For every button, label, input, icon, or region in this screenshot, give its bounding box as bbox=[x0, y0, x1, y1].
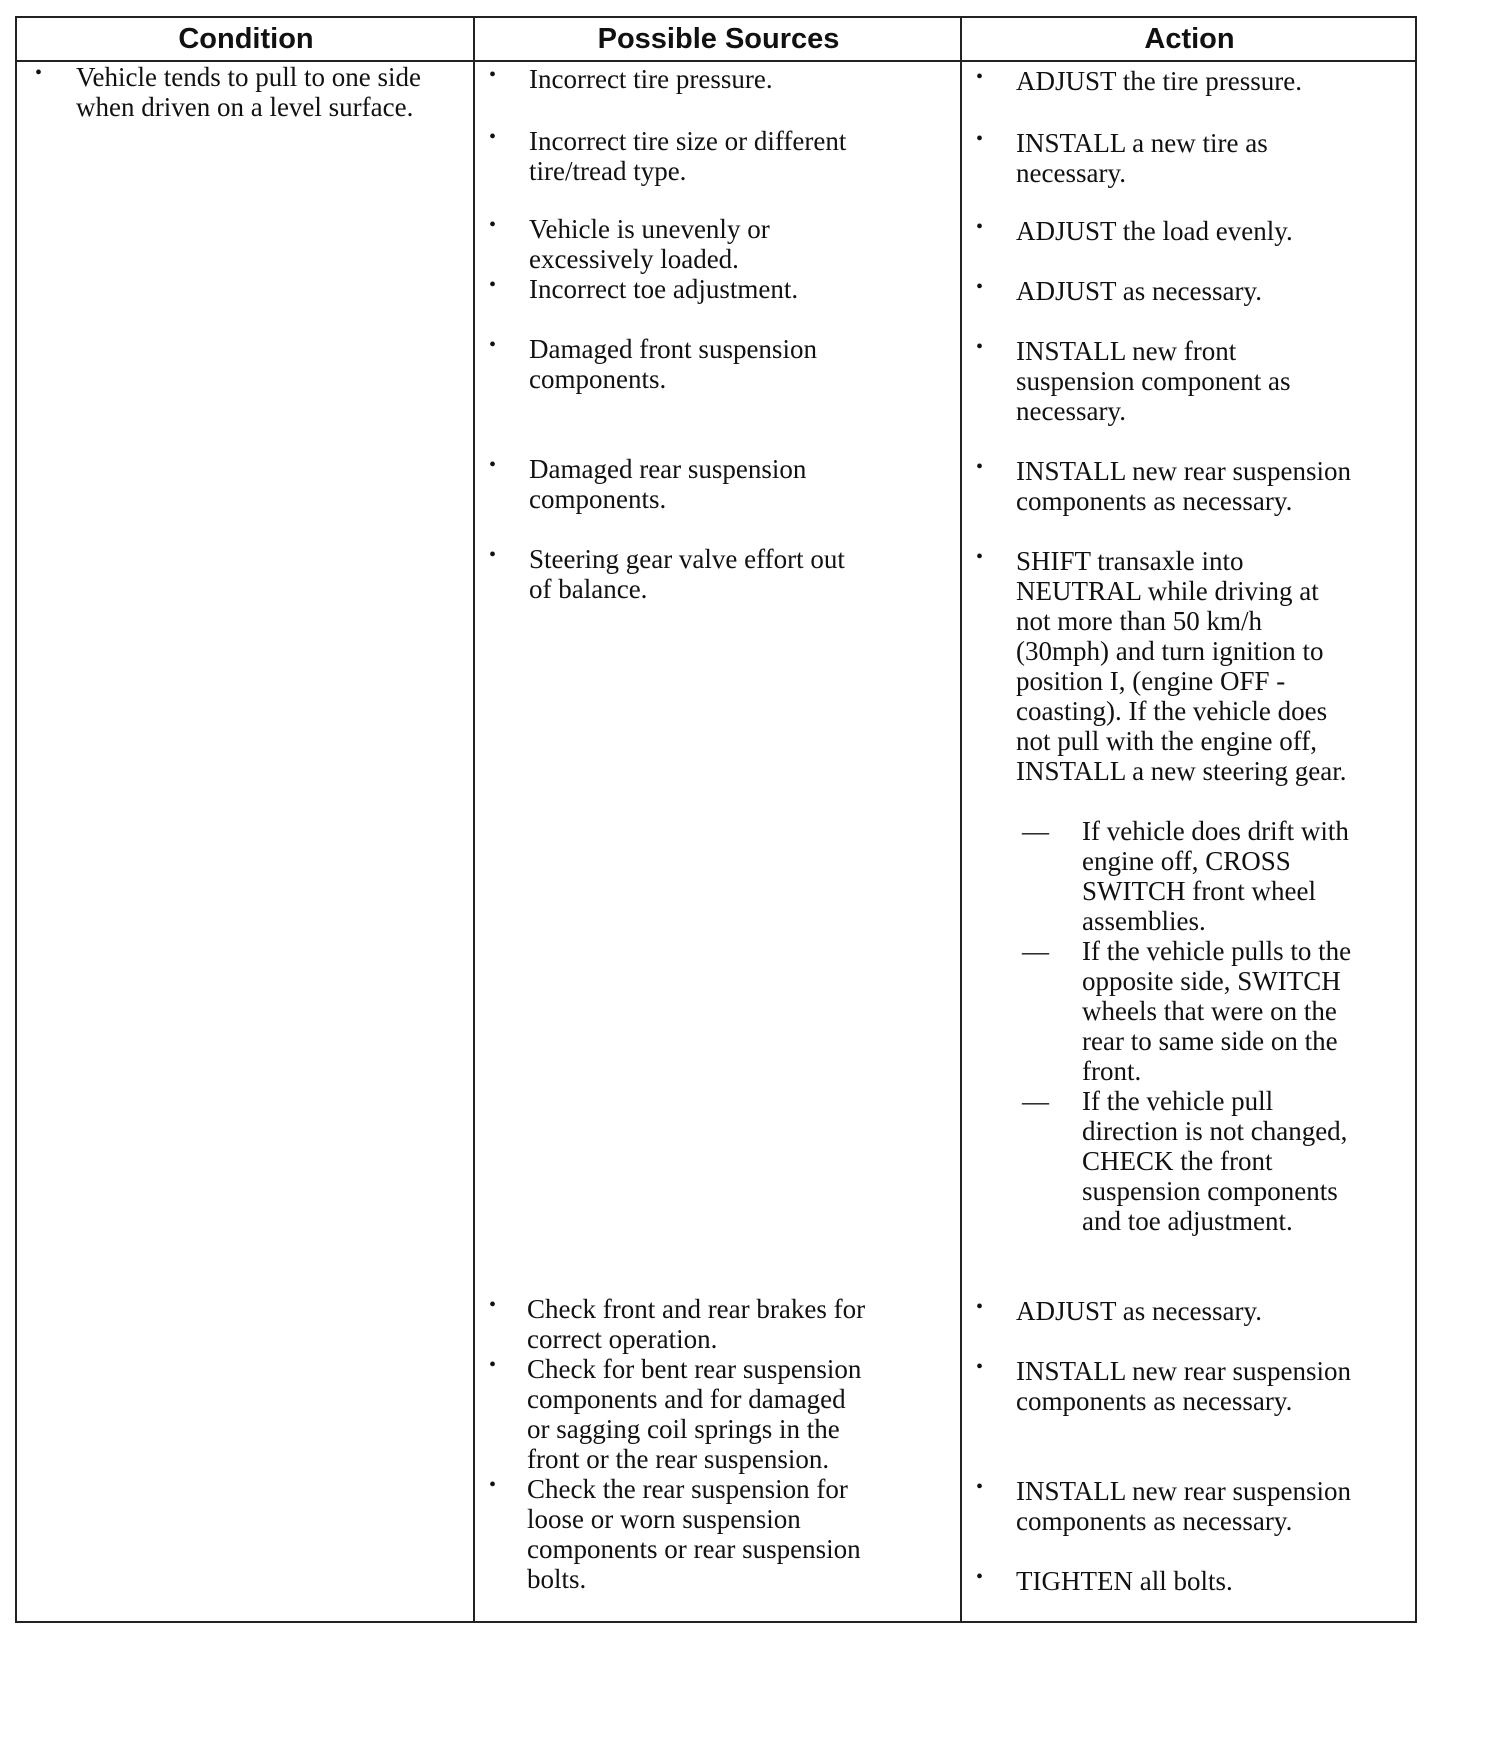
action-item bbox=[1016, 1296, 1262, 1326]
source-line: components and for damaged bbox=[527, 1384, 846, 1414]
source-line: loose or worn suspension bbox=[527, 1504, 801, 1534]
action-line: INSTALL new rear suspension bbox=[1016, 1356, 1352, 1386]
action-line: TIGHTEN all bolts. bbox=[1016, 1566, 1233, 1596]
source-line: components. bbox=[529, 484, 667, 514]
source-line: or sagging coil springs in the bbox=[527, 1414, 840, 1444]
action-item bbox=[1016, 276, 1262, 306]
action-bullet: • bbox=[976, 336, 984, 358]
action-line: NEUTRAL while driving at bbox=[1016, 576, 1319, 606]
action-line: INSTALL a new steering gear. bbox=[1016, 756, 1347, 786]
action-item bbox=[1016, 66, 1302, 96]
condition-text bbox=[76, 62, 421, 122]
source-line: Check the rear suspension for bbox=[527, 1474, 848, 1504]
header-condition: Condition bbox=[178, 22, 314, 55]
source-bullet: • bbox=[489, 1354, 497, 1376]
source-item bbox=[527, 1474, 861, 1594]
action-line: INSTALL a new tire as bbox=[1016, 128, 1268, 158]
action-item bbox=[1016, 336, 1290, 426]
action-item bbox=[1016, 1356, 1351, 1416]
source-item bbox=[529, 274, 798, 304]
source-bullet: • bbox=[489, 64, 497, 86]
source-line: Check for bent rear suspension bbox=[527, 1354, 862, 1384]
source-line: Incorrect toe adjustment. bbox=[529, 274, 799, 304]
action-bullet: • bbox=[976, 1296, 984, 1318]
source-line: Check front and rear brakes for bbox=[527, 1294, 866, 1324]
source-line: of balance. bbox=[529, 574, 648, 604]
source-bullet: • bbox=[489, 334, 497, 356]
action-line: ADJUST the tire pressure. bbox=[1016, 66, 1302, 96]
action-bullet: • bbox=[976, 66, 984, 88]
action-line: ADJUST as necessary. bbox=[1016, 1296, 1262, 1326]
condition-bullet: • bbox=[35, 62, 43, 84]
action-line: ADJUST the load evenly. bbox=[1016, 216, 1293, 246]
sub-action-line: assemblies. bbox=[1082, 906, 1206, 936]
sub-action-line: SWITCH front wheel bbox=[1082, 876, 1316, 906]
source-item bbox=[529, 454, 806, 514]
source-line: Damaged rear suspension bbox=[529, 454, 807, 484]
source-item bbox=[527, 1354, 861, 1474]
source-line: Steering gear valve effort out bbox=[529, 544, 845, 574]
action-line: suspension component as bbox=[1016, 366, 1291, 396]
action-bullet: • bbox=[976, 1356, 984, 1378]
sub-action-line: suspension components bbox=[1082, 1176, 1338, 1206]
action-line: components as necessary. bbox=[1016, 1506, 1293, 1536]
action-line: necessary. bbox=[1016, 158, 1126, 188]
sub-action-line: If vehicle does drift with bbox=[1082, 816, 1349, 846]
sub-action-line: If the vehicle pulls to the bbox=[1082, 936, 1352, 966]
action-bullet: • bbox=[976, 276, 984, 298]
source-line: front or the rear suspension. bbox=[527, 1444, 830, 1474]
sub-action-line: wheels that were on the bbox=[1082, 996, 1337, 1026]
condition-line: Vehicle tends to pull to one side bbox=[76, 62, 421, 92]
source-line: Incorrect tire pressure. bbox=[529, 64, 773, 94]
action-bullet: • bbox=[976, 1566, 984, 1588]
action-bullet: • bbox=[976, 1476, 984, 1498]
action-line: (30mph) and turn ignition to bbox=[1016, 636, 1324, 666]
source-line: Vehicle is unevenly or bbox=[529, 214, 770, 244]
sub-action-line: CHECK the front bbox=[1082, 1146, 1273, 1176]
sub-action-dash: — bbox=[1022, 936, 1049, 966]
source-bullet: • bbox=[489, 126, 497, 148]
sub-action-line: front. bbox=[1082, 1056, 1142, 1086]
source-bullet: • bbox=[489, 1474, 497, 1496]
sub-action-line: engine off, CROSS bbox=[1082, 846, 1291, 876]
action-line: components as necessary. bbox=[1016, 486, 1293, 516]
source-bullet: • bbox=[489, 544, 497, 566]
source-item bbox=[529, 334, 817, 394]
sub-action-line: If the vehicle pull bbox=[1082, 1086, 1274, 1116]
action-item bbox=[1016, 128, 1268, 188]
action-line: not more than 50 km/h bbox=[1016, 606, 1262, 636]
action-line: INSTALL new rear suspension bbox=[1016, 1476, 1352, 1506]
action-line: coasting). If the vehicle does bbox=[1016, 696, 1328, 726]
action-item bbox=[1016, 216, 1293, 246]
source-line: Incorrect tire size or different bbox=[529, 126, 847, 156]
sub-action-dash: — bbox=[1022, 816, 1049, 846]
sub-action-item bbox=[1082, 816, 1349, 936]
action-line: components as necessary. bbox=[1016, 1386, 1293, 1416]
action-item bbox=[1016, 1566, 1233, 1596]
source-bullet: • bbox=[489, 274, 497, 296]
source-item bbox=[529, 126, 846, 186]
source-line: correct operation. bbox=[527, 1324, 718, 1354]
source-bullet: • bbox=[489, 214, 497, 236]
source-line: components. bbox=[529, 364, 667, 394]
action-line: SHIFT transaxle into bbox=[1016, 546, 1244, 576]
source-line: components or rear suspension bbox=[527, 1534, 861, 1564]
sub-action-item bbox=[1082, 936, 1351, 1086]
sub-action-line: opposite side, SWITCH bbox=[1082, 966, 1341, 996]
column-divider-2 bbox=[960, 18, 962, 1621]
action-item bbox=[1016, 1476, 1351, 1536]
action-bullet: • bbox=[976, 546, 984, 568]
source-item bbox=[529, 64, 773, 94]
header-possible-sources: Possible Sources bbox=[597, 22, 840, 55]
source-line: Damaged front suspension bbox=[529, 334, 817, 364]
source-line: excessively loaded. bbox=[529, 244, 739, 274]
action-bullet: • bbox=[976, 128, 984, 150]
action-item bbox=[1016, 546, 1346, 786]
header-action: Action bbox=[1144, 22, 1235, 55]
action-line: ADJUST as necessary. bbox=[1016, 276, 1262, 306]
action-line: INSTALL new rear suspension bbox=[1016, 456, 1352, 486]
action-bullet: • bbox=[976, 456, 984, 478]
condition-line: when driven on a level surface. bbox=[76, 92, 414, 122]
action-item bbox=[1016, 456, 1351, 516]
action-bullet: • bbox=[976, 216, 984, 238]
source-line: bolts. bbox=[527, 1564, 587, 1594]
source-bullet: • bbox=[489, 1294, 497, 1316]
source-line: tire/tread type. bbox=[529, 156, 687, 186]
source-item bbox=[529, 214, 770, 274]
action-line: INSTALL new front bbox=[1016, 336, 1237, 366]
source-item bbox=[529, 544, 845, 604]
sub-action-line: and toe adjustment. bbox=[1082, 1206, 1293, 1236]
sub-action-line: direction is not changed, bbox=[1082, 1116, 1348, 1146]
sub-action-line: rear to same side on the bbox=[1082, 1026, 1338, 1056]
column-divider-1 bbox=[473, 18, 475, 1621]
source-bullet: • bbox=[489, 454, 497, 476]
action-line: not pull with the engine off, bbox=[1016, 726, 1317, 756]
sub-action-dash: — bbox=[1022, 1086, 1049, 1116]
action-line: necessary. bbox=[1016, 396, 1126, 426]
action-line: position I, (engine OFF - bbox=[1016, 666, 1286, 696]
source-item bbox=[527, 1294, 865, 1354]
sub-action-item bbox=[1082, 1086, 1347, 1236]
